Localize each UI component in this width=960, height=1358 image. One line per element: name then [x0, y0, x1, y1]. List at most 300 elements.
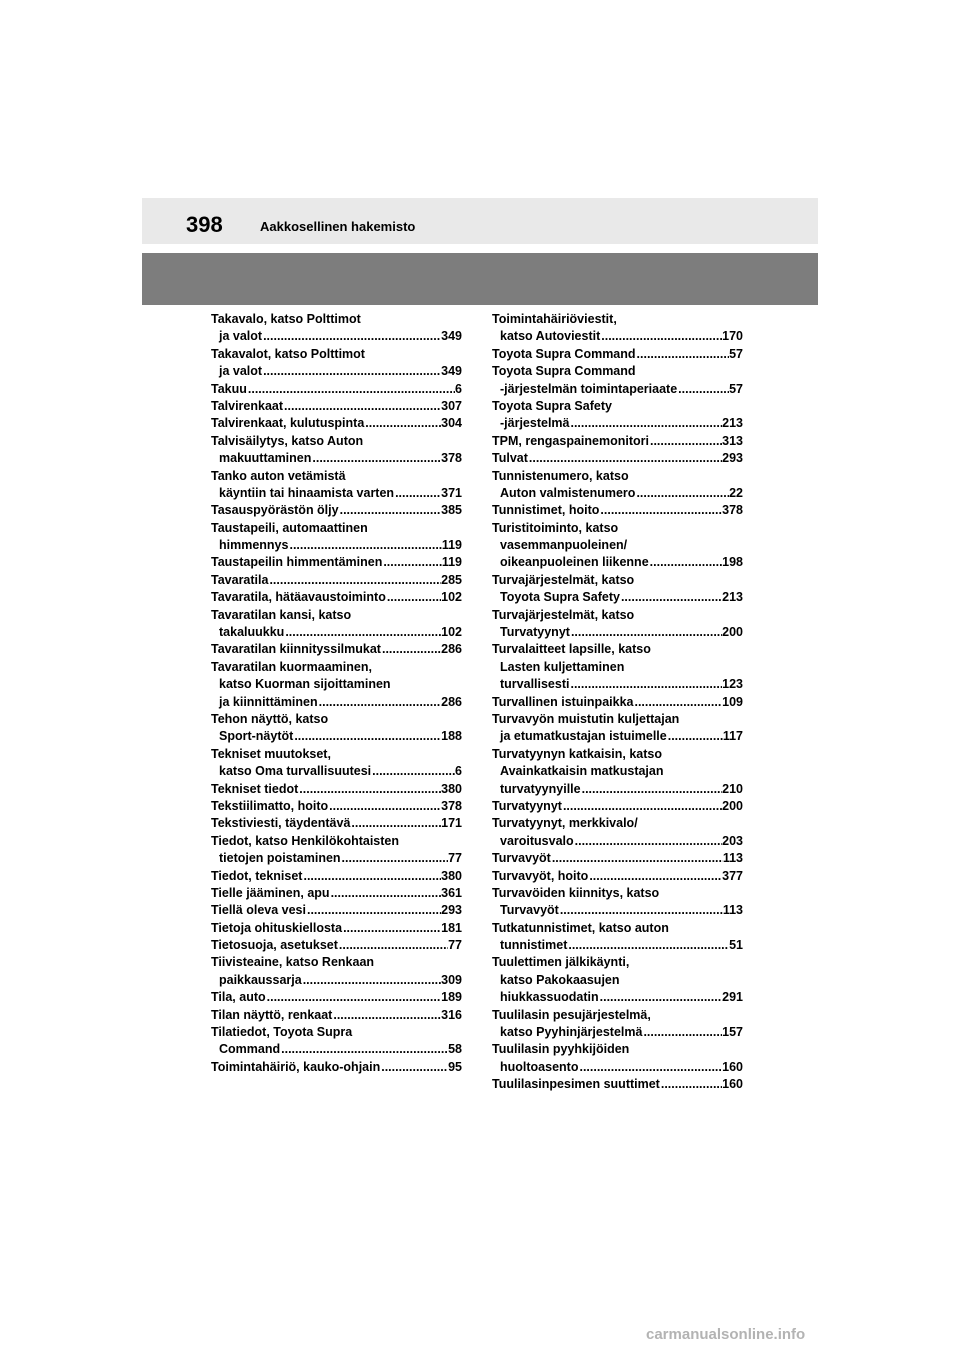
index-page-reference[interactable]: 293 — [722, 451, 743, 466]
index-page-reference[interactable]: 378 — [722, 503, 743, 518]
index-entry-text: Toimintahäiriö, kauko-ohjain — [211, 1059, 381, 1074]
index-entry-term — [492, 520, 743, 537]
index-entry-text: Avainkatkaisin matkustajan — [500, 764, 664, 779]
index-entry-continuation — [492, 328, 743, 345]
index-entry-continuation — [492, 659, 743, 676]
index-entry-text: himmennys — [219, 538, 289, 553]
index-entry-text: ja valot — [219, 364, 263, 379]
dot-leader — [599, 989, 723, 1006]
dot-leader — [649, 554, 722, 571]
dot-leader — [569, 676, 722, 693]
index-entry-continuation — [211, 763, 462, 780]
index-entry-text: Talvirenkaat — [211, 398, 284, 413]
index-entry — [211, 572, 462, 589]
dot-leader — [649, 433, 722, 450]
index-entry — [211, 415, 462, 432]
dot-leader — [266, 989, 442, 1006]
index-entry — [211, 589, 462, 606]
index-page-reference[interactable]: 316 — [441, 1007, 462, 1022]
index-page-reference[interactable]: 95 — [448, 1059, 462, 1074]
index-page-reference[interactable]: 102 — [441, 625, 462, 640]
index-entry — [492, 954, 743, 1006]
index-entry-text: varoitusvalo — [500, 833, 574, 848]
index-entry — [211, 920, 462, 937]
index-entry — [492, 468, 743, 503]
index-entry-text: Taustapeilin himmentäminen — [211, 555, 383, 570]
index-entry-term — [492, 920, 743, 937]
index-page-reference[interactable]: 170 — [722, 329, 743, 344]
index-entry-continuation — [492, 676, 743, 693]
index-entry-text: Tehon näyttö, katso — [211, 711, 329, 726]
page-header-bar — [142, 198, 818, 244]
index-entry-term — [492, 502, 743, 519]
index-entry — [492, 346, 743, 363]
index-page-reference[interactable]: 380 — [441, 868, 462, 883]
index-entry — [211, 798, 462, 815]
index-entry-text: takaluukku — [219, 625, 285, 640]
dot-leader — [262, 363, 441, 380]
index-entry — [211, 1059, 462, 1076]
index-entry-text: hiukkassuodatin — [500, 990, 599, 1005]
index-page-reference[interactable]: 286 — [441, 694, 462, 709]
index-entry-term — [211, 868, 462, 885]
index-page-reference[interactable]: 200 — [722, 625, 743, 640]
index-entry-text: Takavalot, katso Polttimot — [211, 346, 365, 361]
dot-leader — [328, 798, 441, 815]
index-page-reference[interactable]: 189 — [441, 990, 462, 1005]
dot-leader — [298, 781, 441, 798]
index-entry — [492, 694, 743, 711]
index-entry — [211, 659, 462, 711]
index-entry-text: ja kiinnittäminen — [219, 694, 318, 709]
index-entry — [492, 798, 743, 815]
index-page-reference[interactable]: 58 — [448, 1042, 462, 1057]
index-entry-text: Turvajärjestelmät, katso — [492, 607, 635, 622]
index-page-reference[interactable]: 304 — [441, 416, 462, 431]
index-entry-text: Turistitoiminto, katso — [492, 520, 619, 535]
index-entry-text: Tuulilasin pyyhkijöiden — [492, 1042, 630, 1057]
index-entry-continuation — [492, 381, 743, 398]
index-entry — [492, 398, 743, 433]
index-entry-text: Command — [219, 1042, 281, 1057]
index-page-reference[interactable]: 361 — [441, 885, 462, 900]
index-entry-text: Tiivisteaine, katso Renkaan — [211, 955, 375, 970]
index-entry — [492, 641, 743, 693]
index-entry — [492, 850, 743, 867]
index-entry — [211, 781, 462, 798]
index-page-reference[interactable]: 203 — [722, 833, 743, 848]
index-entry-continuation — [492, 781, 743, 798]
index-entry-term — [211, 659, 462, 676]
index-entry-term — [211, 833, 462, 850]
index-entry-term — [492, 885, 743, 902]
dot-leader — [633, 694, 722, 711]
index-entry-term — [492, 1041, 743, 1058]
dot-leader — [578, 1059, 722, 1076]
index-entry-term — [492, 468, 743, 485]
index-entry-term — [211, 415, 462, 432]
index-entry-text: Tavaratilan kansi, katso — [211, 607, 352, 622]
index-entry-text: Toimintahäiriöviestit, — [492, 312, 617, 326]
index-entry-term — [211, 572, 462, 589]
index-page-reference[interactable]: 57 — [729, 381, 743, 396]
page-number: 398 — [186, 212, 223, 237]
index-page-reference[interactable]: 171 — [441, 816, 462, 831]
index-entry — [492, 815, 743, 850]
index-page-reference[interactable]: 286 — [441, 642, 462, 657]
dot-leader — [262, 328, 441, 345]
index-page-reference[interactable]: 160 — [722, 1077, 743, 1092]
index-entry-continuation — [211, 624, 462, 641]
index-entry-text: katso Pyyhinjärjestelmä — [500, 1025, 643, 1040]
index-entry — [492, 885, 743, 920]
index-entry-term — [211, 711, 462, 728]
index-entry-term — [211, 937, 462, 954]
index-page-reference[interactable]: 22 — [729, 485, 743, 500]
header-band — [142, 253, 818, 305]
index-entry — [492, 746, 743, 798]
index-page-reference[interactable]: 102 — [441, 590, 462, 605]
dot-leader — [381, 641, 441, 658]
index-entry-text: Tila, auto — [211, 990, 266, 1005]
dot-leader — [567, 937, 729, 954]
index-entry-continuation — [211, 728, 462, 745]
index-page-reference[interactable]: 6 — [455, 381, 462, 396]
index-entry — [492, 502, 743, 519]
watermark-text: carmanualsonline.info — [646, 1326, 806, 1343]
index-entry-text: katso Pakokaasujen — [500, 972, 620, 987]
dot-leader — [288, 537, 441, 554]
dot-leader — [620, 589, 722, 606]
index-entry-text: Toyota Supra Safety — [500, 590, 620, 605]
index-entry-text: Tuulilasin pesujärjestelmä, — [492, 1007, 651, 1022]
index-entry — [211, 641, 462, 658]
dot-leader — [599, 502, 722, 519]
index-entry — [211, 433, 462, 468]
index-entry-text: Turvavyöt — [500, 903, 559, 918]
dot-leader — [318, 694, 442, 711]
index-entry-text: TPM, rengaspainemonitori — [492, 433, 649, 448]
index-entry-term — [492, 850, 743, 867]
index-entry — [492, 868, 743, 885]
index-entry — [211, 937, 462, 954]
index-page-reference[interactable]: 378 — [441, 798, 462, 813]
index-entry-text: vasemmanpuoleinen/ — [500, 538, 628, 553]
index-page-reference[interactable]: 349 — [441, 329, 462, 344]
index-entry — [211, 954, 462, 989]
index-entry-text: Tilan näyttö, renkaat — [211, 1007, 333, 1022]
index-entry-text: Tiedot, katso Henkilökohtaisten — [211, 833, 400, 848]
index-entry-text: katso Oma turvallisuutesi — [219, 764, 372, 779]
index-entry-text: Tanko auton vetämistä — [211, 468, 346, 483]
index-entry — [211, 607, 462, 642]
index-entry-term — [211, 989, 462, 1006]
index-page-reference[interactable]: 77 — [448, 938, 462, 953]
index-entry-term — [211, 433, 462, 450]
dot-leader — [667, 728, 723, 745]
index-entry-text: Turvavyön muistutin kuljettajan — [492, 711, 680, 726]
index-page-reference[interactable]: 213 — [722, 416, 743, 431]
index-entry — [211, 711, 462, 746]
index-entry-text: Takavalo, katso Polttimot — [211, 312, 361, 326]
index-entry-text: Turvatyynyt — [492, 798, 562, 813]
index-entry — [211, 1007, 462, 1024]
dot-leader — [280, 1041, 448, 1058]
index-entry — [211, 311, 462, 346]
dot-leader — [569, 415, 722, 432]
index-entry-text: turvallisesti — [500, 677, 570, 692]
dot-leader — [302, 868, 441, 885]
index-page-reference[interactable]: 200 — [722, 798, 743, 813]
index-entry — [211, 468, 462, 503]
index-entry-term — [492, 1007, 743, 1024]
dot-leader — [559, 902, 723, 919]
dot-leader — [570, 624, 722, 641]
index-entry-term — [492, 954, 743, 971]
index-entry-text: Tietosuoja, asetukset — [211, 938, 338, 953]
index-entry-text: Toyota Supra Safety — [492, 398, 612, 413]
index-entry-continuation — [211, 694, 462, 711]
index-entry-continuation — [211, 363, 462, 380]
index-entry-text: Sport-näytöt — [219, 729, 294, 744]
index-entry-text: Turvajärjestelmät, katso — [492, 572, 635, 587]
index-entry-text: Turvatyynyt — [500, 625, 570, 640]
index-entry-text: Tuulilasinpesimen suuttimet — [492, 1077, 660, 1092]
index-page-reference[interactable]: 181 — [441, 920, 462, 935]
index-entry-text: Tavaratila — [211, 572, 269, 587]
index-entry-text: paikkaussarja — [219, 972, 302, 987]
index-page-reference[interactable]: 109 — [722, 694, 743, 709]
index-entry-continuation — [211, 676, 462, 693]
index-entry-text: ja etumatkustajan istuimelle — [500, 729, 667, 744]
index-entry-term — [492, 868, 743, 885]
dot-leader — [306, 902, 441, 919]
index-entry-continuation — [211, 328, 462, 345]
dot-leader — [380, 1059, 448, 1076]
dot-leader — [364, 415, 441, 432]
index-entry — [211, 833, 462, 868]
dot-leader — [551, 850, 723, 867]
dot-leader — [581, 781, 723, 798]
index-page-reference[interactable]: 198 — [722, 555, 743, 570]
index-entry-text: Tunnistenumero, katso — [492, 468, 629, 483]
index-entry-continuation — [492, 485, 743, 502]
index-page-reference[interactable]: 313 — [722, 433, 743, 448]
dot-leader — [574, 833, 723, 850]
index-entry-text: käyntiin tai hinaamista varten — [219, 485, 395, 500]
dot-leader — [293, 728, 441, 745]
index-entry — [211, 502, 462, 519]
index-entry — [211, 902, 462, 919]
index-entry-term — [211, 607, 462, 624]
dot-leader — [350, 815, 441, 832]
section-title: Aakkosellinen hakemisto — [260, 219, 416, 234]
dot-leader — [642, 1024, 722, 1041]
index-entry-term — [211, 920, 462, 937]
dot-leader — [302, 972, 441, 989]
index-page-reference[interactable]: 210 — [722, 781, 743, 796]
index-page-reference[interactable]: 113 — [722, 903, 743, 918]
dot-leader — [636, 346, 730, 363]
index-entry — [211, 520, 462, 555]
dot-leader — [660, 1076, 722, 1093]
index-entry-text: huoltoasento — [500, 1059, 579, 1074]
index-page-reference[interactable]: 285 — [441, 572, 462, 587]
index-entry-text: -järjestelmän toimintaperiaate — [500, 381, 678, 396]
index-entry-text: Tilatiedot, Toyota Supra — [211, 1025, 353, 1040]
index-entry-text: Talvirenkaat, kulutuspinta — [211, 416, 365, 431]
dot-leader — [341, 850, 449, 867]
index-entry-text: Talvisäilytys, katso Auton — [211, 433, 364, 448]
index-entry-term — [492, 450, 743, 467]
index-entry-term — [492, 798, 743, 815]
index-entry-term — [492, 607, 743, 624]
index-page-reference[interactable]: 378 — [441, 451, 462, 466]
dot-leader — [284, 624, 441, 641]
index-entry — [211, 868, 462, 885]
index-entry-continuation — [492, 415, 743, 432]
index-entry-continuation — [211, 485, 462, 502]
index-entry-continuation — [211, 972, 462, 989]
index-entry-text: oikeanpuoleinen liikenne — [500, 555, 649, 570]
index-entry — [211, 398, 462, 415]
index-entry-text: Tutkatunnistimet, katso auton — [492, 920, 669, 935]
index-entry-term — [492, 815, 743, 832]
index-entry-term — [492, 433, 743, 450]
index-entry-text: tietojen poistaminen — [219, 851, 341, 866]
index-entry — [492, 572, 743, 607]
index-entry-text: katso Autoviestit — [500, 329, 601, 344]
index-page-reference[interactable]: 51 — [729, 938, 743, 953]
index-entry-text: Turvallinen istuinpaikka — [492, 694, 634, 709]
index-page-reference[interactable]: 371 — [441, 485, 462, 500]
dot-leader — [342, 920, 441, 937]
index-entry — [211, 1024, 462, 1059]
index-page-reference[interactable]: 377 — [722, 868, 743, 883]
index-entry-term — [211, 468, 462, 485]
index-entry-term — [211, 589, 462, 606]
index-entry-term — [211, 381, 462, 398]
index-entry-text: Auton valmistenumero — [500, 485, 636, 500]
index-entry-term — [492, 398, 743, 415]
index-entry-term — [211, 954, 462, 971]
index-entry-text: Turvalaitteet lapsille, katso — [492, 642, 651, 657]
index-entry-text: Tiedot, tekniset — [211, 868, 303, 883]
index-entry-text: turvatyynyille — [500, 781, 581, 796]
dot-leader — [339, 502, 442, 519]
index-page-reference[interactable]: 160 — [722, 1059, 743, 1074]
index-page-reference[interactable]: 117 — [722, 729, 743, 744]
index-entry — [211, 815, 462, 832]
index-entry — [211, 746, 462, 781]
index-entry-term — [492, 572, 743, 589]
index-entry-continuation — [211, 537, 462, 554]
index-page-reference[interactable]: 293 — [441, 903, 462, 918]
index-entry — [492, 450, 743, 467]
index-entry-term — [211, 1007, 462, 1024]
index-entry-text: Tavaratila, hätäavaustoiminto — [211, 590, 386, 605]
index-entry-term — [211, 902, 462, 919]
index-page-reference[interactable]: 307 — [441, 398, 462, 413]
index-entry-term — [492, 311, 743, 328]
index-entry — [492, 711, 743, 746]
index-entry-text: Turvatyynyt, merkkivalo/ — [492, 816, 638, 831]
index-entry-term — [211, 815, 462, 832]
dot-leader — [247, 381, 455, 398]
index-page-reference[interactable]: 119 — [441, 538, 462, 553]
index-entry-continuation — [492, 589, 743, 606]
index-page-reference[interactable]: 380 — [441, 781, 462, 796]
index-entry-continuation — [492, 763, 743, 780]
index-entry-continuation — [211, 450, 462, 467]
index-page-reference[interactable]: 213 — [722, 590, 743, 605]
index-page-reference[interactable]: 123 — [722, 677, 743, 692]
index-entry-term — [211, 554, 462, 571]
index-page-reference[interactable]: 291 — [722, 990, 743, 1005]
index-entry-term — [211, 798, 462, 815]
index-entry-text: Tunnistimet, hoito — [492, 503, 600, 518]
index-entry — [492, 607, 743, 642]
index-entry-term — [211, 781, 462, 798]
index-page-reference[interactable]: 349 — [441, 364, 462, 379]
index-entry — [211, 885, 462, 902]
index-page-reference[interactable]: 188 — [441, 729, 462, 744]
dot-leader — [371, 763, 455, 780]
index-page-reference[interactable]: 57 — [729, 346, 743, 361]
index-page-reference[interactable]: 309 — [441, 972, 462, 987]
index-entry-continuation — [492, 937, 743, 954]
dot-leader — [382, 554, 442, 571]
index-entry-text: Tuulettimen jälkikäynti, — [492, 955, 630, 970]
index-entry-text: Turvavyöt — [492, 851, 551, 866]
index-entry-term — [211, 1024, 462, 1041]
index-page-reference[interactable]: 113 — [722, 851, 743, 866]
index-page-reference[interactable]: 6 — [455, 764, 462, 779]
index-entry — [492, 1007, 743, 1042]
index-entry-continuation — [492, 554, 743, 571]
index-entry-text: Toyota Supra Command — [492, 346, 636, 361]
index-entry-text: katso Kuorman sijoittaminen — [219, 677, 391, 692]
dot-leader — [311, 450, 441, 467]
index-entry-term — [211, 502, 462, 519]
index-entry-term — [211, 641, 462, 658]
index-entry — [211, 346, 462, 381]
index-entry — [211, 989, 462, 1006]
index-entry-continuation — [492, 728, 743, 745]
index-entry-continuation — [492, 537, 743, 554]
index-entry-term — [492, 711, 743, 728]
dot-leader — [386, 589, 441, 606]
index-entry-continuation — [211, 1041, 462, 1058]
index-entry — [492, 311, 743, 346]
index-page-reference[interactable]: 77 — [448, 851, 462, 866]
index-entry-term — [211, 398, 462, 415]
index-entry-continuation — [492, 902, 743, 919]
index-entry-text: Turvavöiden kiinnitys, katso — [492, 885, 660, 900]
index-entry — [492, 1041, 743, 1076]
index-entry-text: Takuu — [211, 381, 247, 396]
index-entry — [492, 1076, 743, 1093]
index-page-reference[interactable]: 157 — [722, 1025, 743, 1040]
index-column-right — [492, 311, 743, 1094]
index-entry-text: Tekniset tiedot — [211, 781, 299, 796]
index-entry-continuation — [492, 833, 743, 850]
dot-leader — [562, 798, 722, 815]
index-entry-text: Turvatyynyn katkaisin, katso — [492, 746, 662, 761]
index-page-reference[interactable]: 119 — [441, 555, 462, 570]
index-entry-text: Turvavyöt, hoito — [492, 868, 589, 883]
index-page-reference[interactable]: 385 — [441, 503, 462, 518]
